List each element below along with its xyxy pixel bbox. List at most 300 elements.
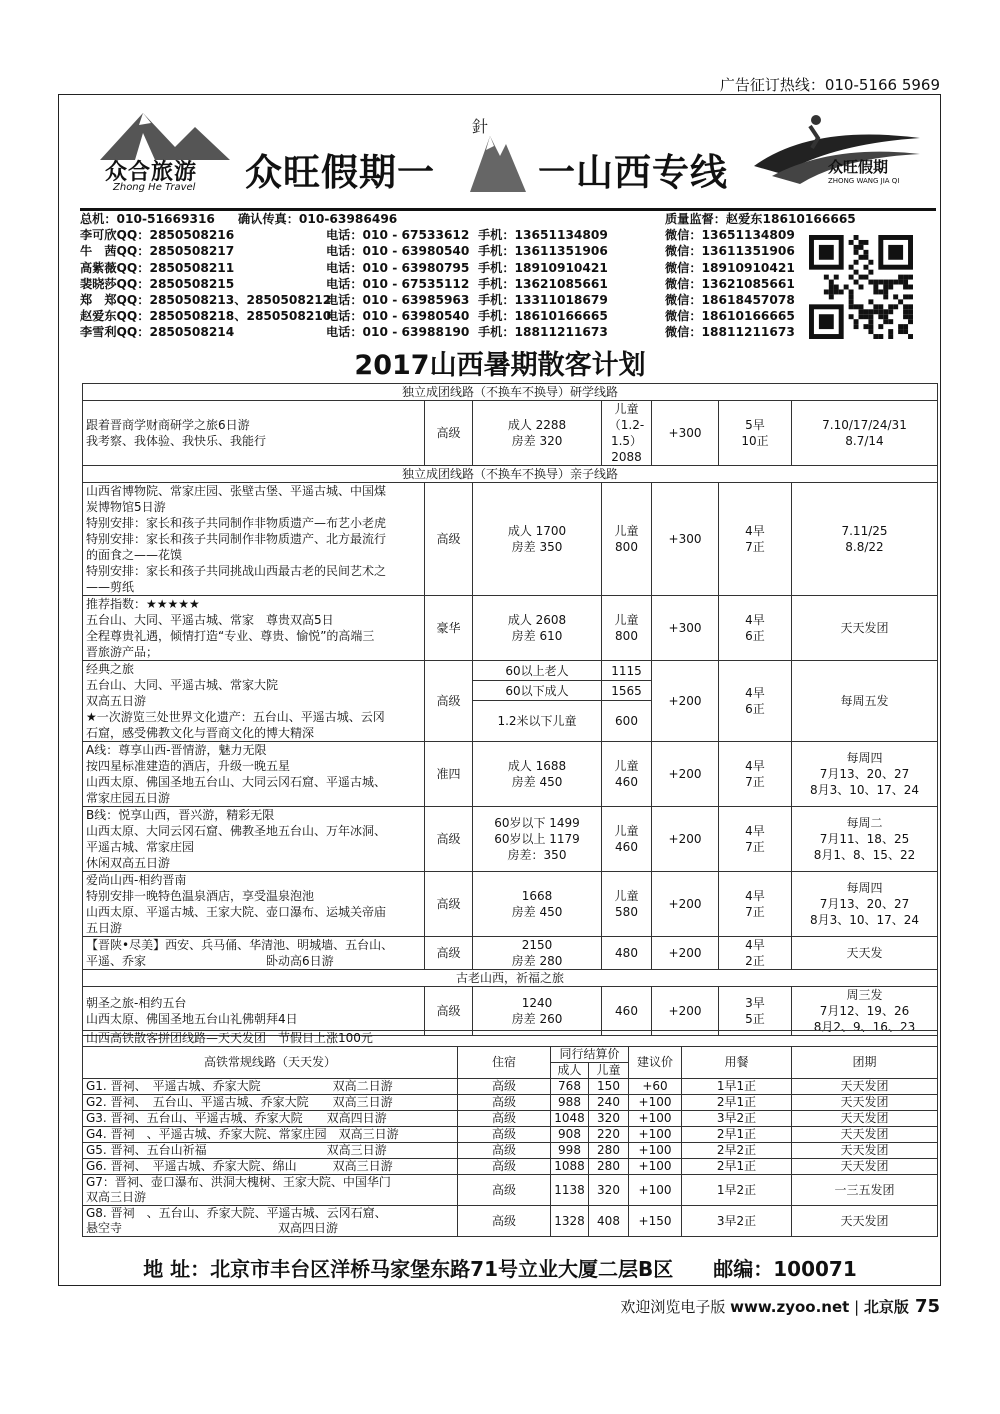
- rail-adult: 1328: [551, 1206, 589, 1237]
- col-suggest: 建议价: [629, 1047, 682, 1079]
- meals: [719, 987, 792, 1036]
- rail-row: [83, 1079, 938, 1095]
- rail-dates: 天天发团: [792, 1159, 938, 1175]
- contacts-block: [80, 211, 870, 341]
- child-price: [602, 483, 652, 596]
- adult-price: [473, 937, 602, 970]
- brand-left-name: 众合旅游: [105, 160, 198, 185]
- text-line: 推荐指数：★★★★★: [86, 597, 200, 611]
- adult-price: [473, 987, 602, 1036]
- level: 高级: [425, 401, 473, 466]
- section-header: 独立成团线路（不换车不换导）研学线路: [83, 384, 938, 401]
- extra: +200: [652, 937, 719, 970]
- text-line: 每周四: [846, 751, 883, 765]
- child-price: [602, 937, 652, 970]
- rail-hotel: 高级: [458, 1143, 551, 1159]
- rail-route: [83, 1175, 458, 1206]
- contact-wechat: 微信：18811211673: [665, 325, 795, 340]
- text-line: 4早: [745, 759, 765, 773]
- child-price: [602, 742, 652, 807]
- text-line: 7正: [745, 840, 765, 854]
- peak-icon: [466, 116, 530, 192]
- table-row: [83, 401, 938, 466]
- rail-adult: 1138: [551, 1175, 589, 1206]
- route-desc: [83, 872, 425, 937]
- col-child: 儿童: [589, 1063, 629, 1079]
- child-price: [602, 401, 652, 466]
- footer-separator: |: [849, 1298, 864, 1316]
- table-row: [83, 483, 938, 596]
- section-header: 独立成团线路（不换车不换导）亲子线路: [83, 466, 938, 483]
- text-line: 特别安排：家长和孩子共同制作非物质遗产—布艺小老虎: [86, 516, 387, 530]
- dates: [792, 987, 938, 1036]
- rail-row: [83, 1159, 938, 1175]
- text-line: 8.8/22: [845, 540, 884, 554]
- level: 高级: [425, 807, 473, 872]
- text-line: 【晋陕•尽美】西安、兵马俑、华清池、明城墙、五台山、: [86, 938, 394, 952]
- footer: [620, 1296, 940, 1317]
- route-desc: [83, 742, 425, 807]
- rail-hotel: 高级: [458, 1206, 551, 1237]
- rail-child: 280: [589, 1143, 629, 1159]
- fax: 确认传真：010-63986496: [238, 212, 398, 226]
- rail-meals: 2早1正: [682, 1095, 792, 1111]
- contact-wechat: 微信：13611351906: [665, 244, 795, 259]
- contact-mobile: 手机：18811211673: [478, 325, 608, 340]
- adult-price: [473, 807, 602, 872]
- text-line: 4早: [745, 686, 765, 700]
- rail-route: [83, 1206, 458, 1237]
- child-price: [602, 807, 652, 872]
- rail-adult: 988: [551, 1095, 589, 1111]
- contact-row: [80, 292, 870, 308]
- table-row: [83, 872, 938, 937]
- text-line: 7.10/17/24/31: [822, 418, 907, 432]
- brand-left-en: Zhong He Travel: [113, 182, 196, 193]
- route-desc: [83, 483, 425, 596]
- level: 高级: [425, 661, 473, 742]
- svg-text:針: 針: [472, 117, 489, 136]
- rail-extra: +100: [629, 1111, 682, 1127]
- rail-route: [83, 1079, 458, 1095]
- meals: [719, 807, 792, 872]
- contact-name: 李雪利QQ：2850508214: [80, 325, 235, 340]
- rail-child: 280: [589, 1159, 629, 1175]
- meals: [719, 872, 792, 937]
- text-line: 房差 260: [511, 1012, 563, 1026]
- text-line: 特别安排：家长和孩子共同制作非物质遗产、北方最流行: [86, 532, 387, 546]
- rail-dates: 天天发团: [792, 1111, 938, 1127]
- rail-extra: +100: [629, 1159, 682, 1175]
- text-line: G1. 晋祠、 平遥古城、乔家大院 双高二日游: [86, 1079, 393, 1093]
- text-line: 房差 450: [511, 775, 563, 789]
- edition: 北京版: [863, 1298, 909, 1316]
- text-line: 7月12、19、26: [819, 1004, 910, 1018]
- text-line: 常家庄园五日游: [86, 791, 171, 805]
- contact-wechat: 微信：18618457078: [665, 292, 795, 307]
- col-dates: 团期: [792, 1047, 938, 1079]
- text-line: 山西太原、佛国圣地五台山礼佛朝拜4日: [86, 1012, 298, 1026]
- text-line: 每周二: [846, 816, 883, 830]
- site-link[interactable]: www.zyoo.net: [730, 1298, 850, 1316]
- text-line: 580: [615, 905, 638, 919]
- text-line: 8.7/14: [845, 434, 884, 448]
- rail-table: [82, 1030, 938, 1237]
- dates: [792, 483, 938, 596]
- text-line: G4. 晋祠 、平遥古城、乔家大院、常家庄园 双高三日游: [86, 1127, 399, 1141]
- text-line: 3早: [745, 996, 765, 1010]
- contact-mobile: 手机：13651134809: [478, 228, 608, 243]
- rail-meals: 3早2正: [682, 1111, 792, 1127]
- text-line: 房差 320: [511, 434, 563, 448]
- rail-extra: +150: [629, 1206, 682, 1237]
- extra: +200: [652, 807, 719, 872]
- text-line: 8月2、9、16、23: [813, 1020, 916, 1034]
- text-line: 周三发: [846, 988, 883, 1002]
- text-line: （1.2-: [608, 418, 645, 432]
- rail-hotel: 高级: [458, 1095, 551, 1111]
- text-line: 平遥、乔家 卧动高6日游: [86, 954, 334, 968]
- rail-route: [83, 1111, 458, 1127]
- child-price: [602, 596, 652, 661]
- text-line: 2正: [745, 954, 765, 968]
- rail-row: [83, 1095, 938, 1111]
- meals: [719, 596, 792, 661]
- text-line: 悬空寺 双高四日游: [86, 1221, 339, 1235]
- text-line: 7.11/25: [841, 524, 888, 538]
- text-line: 双高五日游: [86, 694, 147, 708]
- text-line: 成人 2288: [507, 418, 567, 432]
- rail-row: [83, 1143, 938, 1159]
- text-line: 五台山、大同、平遥古城、常家 尊贵双高5日: [86, 613, 334, 627]
- child-price: [602, 987, 652, 1036]
- text-line: 480: [615, 946, 638, 960]
- switchboard: 总机：010-51669316: [80, 212, 215, 226]
- plan-title: 2017山西暑期散客计划: [354, 350, 646, 381]
- text-line: 山西太原、平遥古城、王家大院、壶口瀑布、运城关帝庙: [86, 905, 387, 919]
- text-line: 爱尚山西-相约晋南: [86, 873, 187, 887]
- adult-price: [473, 872, 602, 937]
- price-value: 1565: [602, 681, 652, 701]
- address: 地 址：北京市丰台区洋桥马家堡东路71号立业大厦二层B区 邮编：100071: [143, 1257, 857, 1281]
- rail-extra: +100: [629, 1143, 682, 1159]
- text-line: 8月1、8、15、22: [813, 848, 916, 862]
- text-line: G7：晋祠、壶口瀑布、洪洞大槐树、王家大院、中国华门: [86, 1175, 391, 1189]
- route-desc: [83, 807, 425, 872]
- text-line: ★一次游览三处世界文化遗产：五台山、平遥古城、云冈: [86, 710, 385, 724]
- brand-right-en: ZHONG WANG JIA QI: [828, 177, 900, 185]
- contact-name: 李可欣QQ：2850508216: [80, 228, 235, 243]
- rail-hotel: 高级: [458, 1175, 551, 1206]
- rail-extra: +60: [629, 1079, 682, 1095]
- text-line: 我考察、我体验、我快乐、我能行: [86, 434, 267, 448]
- text-line: 7月13、20、27: [819, 767, 910, 781]
- level: 高级: [425, 937, 473, 970]
- mountain-icon: [95, 105, 235, 160]
- text-line: 800: [615, 629, 638, 643]
- rail-adult: 998: [551, 1143, 589, 1159]
- text-line: 10正: [741, 434, 769, 448]
- text-line: 双高三日游: [86, 1190, 147, 1204]
- rail-row: [83, 1206, 938, 1237]
- rail-row: [83, 1127, 938, 1143]
- text-line: A线：尊享山西-晋情游，魅力无限: [86, 743, 267, 757]
- dates: [792, 401, 938, 466]
- text-line: 按四星标准建造的酒店，升级一晚五星: [86, 759, 291, 773]
- extra: +200: [652, 742, 719, 807]
- text-line: 成人 2608: [507, 613, 567, 627]
- contact-wechat: 微信：18610166665: [665, 309, 795, 324]
- dates: [792, 596, 938, 661]
- route-desc: [83, 596, 425, 661]
- col-price: 同行结算价: [551, 1047, 629, 1063]
- text-line: 儿童: [614, 613, 639, 627]
- rail-meals: 2早1正: [682, 1127, 792, 1143]
- level: 高级: [425, 987, 473, 1036]
- col-hotel: 住宿: [458, 1047, 551, 1079]
- text-line: 1240: [521, 996, 553, 1010]
- dates: [792, 937, 938, 970]
- text-line: 山西太原、佛国圣地五台山、大同云冈石窟、平遥古城、: [86, 775, 387, 789]
- contact-name: 裴晓莎QQ：2850508215: [80, 276, 235, 291]
- text-line: 特别安排一晚特色温泉酒店，享受温泉泡池: [86, 889, 315, 903]
- price-label: 60以上老人: [473, 661, 602, 681]
- col-adult: 成人: [551, 1063, 589, 1079]
- contact-tel: 电话：010 - 63980540: [326, 309, 470, 324]
- route-desc: [83, 987, 425, 1036]
- text-line: 1.5）: [610, 434, 643, 448]
- text-line: 60岁以下 1499: [494, 816, 580, 830]
- route-desc: [83, 937, 425, 970]
- text-line: 房差 610: [511, 629, 563, 643]
- level: 准四: [425, 742, 473, 807]
- text-line: G5. 晋祠、五台山祈福 双高三日游: [86, 1143, 387, 1157]
- text-line: 石窟，感受佛教文化与晋商文化的博大精深: [86, 726, 315, 740]
- brand-right-name: 众旺假期: [828, 158, 889, 176]
- adult-price: [473, 401, 602, 466]
- text-line: 7正: [745, 540, 765, 554]
- contact-row: [80, 324, 870, 340]
- price-label: 60以下成人: [473, 681, 602, 701]
- text-line: 天天发团: [840, 621, 889, 635]
- rail-extra: +100: [629, 1095, 682, 1111]
- text-line: 60岁以上 1179: [494, 832, 580, 846]
- rail-hotel: 高级: [458, 1111, 551, 1127]
- meals: [719, 483, 792, 596]
- text-line: 儿童: [614, 824, 639, 838]
- rail-meals: 2早1正: [682, 1159, 792, 1175]
- rail-meals: 3早2正: [682, 1206, 792, 1237]
- text-line: 每周五发: [840, 694, 889, 708]
- contact-tel: 电话：010 - 63988190: [326, 325, 470, 340]
- table-row: [83, 937, 938, 970]
- rail-adult: 1088: [551, 1159, 589, 1175]
- level: 高级: [425, 872, 473, 937]
- rail-extra: +100: [629, 1175, 682, 1206]
- text-line: 4早: [745, 889, 765, 903]
- rail-meals: 1早1正: [682, 1079, 792, 1095]
- dates: [792, 807, 938, 872]
- contact-mobile: 手机：18910910421: [478, 260, 608, 275]
- text-line: G6. 晋祠、 平遥古城、乔家大院、绵山 双高三日游: [86, 1159, 393, 1173]
- rail-child: 220: [589, 1127, 629, 1143]
- text-line: 特别安排：家长和孩子共同挑战山西最古老的民间艺术之: [86, 564, 387, 578]
- text-line: B线：悦享山西，晋兴游，精彩无限: [86, 808, 275, 822]
- tour-table: [82, 383, 938, 1036]
- table-row: [83, 742, 938, 807]
- rail-dates: 一三五发团: [792, 1175, 938, 1206]
- text-line: 的面食之——花馍: [86, 548, 183, 562]
- page-number: 75: [914, 1296, 940, 1317]
- rail-hotel: 高级: [458, 1159, 551, 1175]
- rail-child: 150: [589, 1079, 629, 1095]
- meals: [719, 401, 792, 466]
- text-line: 4早: [745, 938, 765, 952]
- text-line: 7月11、18、25: [819, 832, 910, 846]
- text-line: G3. 晋祠、五台山、平遥古城、乔家大院 双高四日游: [86, 1111, 387, 1125]
- text-line: 平遥古城、常家庄园: [86, 840, 195, 854]
- contact-tel: 电话：010 - 67533612: [326, 228, 470, 243]
- rail-child: 408: [589, 1206, 629, 1237]
- text-line: 天天发: [846, 946, 883, 960]
- text-line: ——剪纸: [86, 580, 135, 594]
- rail-hotel: 高级: [458, 1079, 551, 1095]
- rail-dates: 天天发团: [792, 1127, 938, 1143]
- rail-route: [83, 1095, 458, 1111]
- contact-wechat: 微信：13621085661: [665, 276, 795, 291]
- price-label: 1.2米以下儿童: [473, 701, 602, 742]
- text-line: 6正: [745, 702, 765, 716]
- text-line: G8. 晋祠 、五台山、乔家大院、平遥古城、云冈石窟、: [86, 1206, 387, 1220]
- table-row: [83, 596, 938, 661]
- text-line: 儿童: [614, 524, 639, 538]
- contact-wechat: 微信：13651134809: [665, 228, 795, 243]
- text-line: 儿童: [614, 759, 639, 773]
- text-line: 成人 1700: [507, 524, 567, 538]
- text-line: 朝圣之旅-相约五台: [86, 996, 187, 1010]
- extra: +300: [652, 483, 719, 596]
- contact-row: [80, 260, 870, 276]
- text-line: 房差：350: [507, 848, 567, 862]
- contact-name: 高紫薇QQ：2850508211: [80, 260, 235, 275]
- contact-row: [80, 276, 870, 292]
- col-meals: 用餐: [682, 1047, 792, 1079]
- ad-hotline: 广告征订热线：010-5166 5969: [719, 76, 940, 94]
- text-line: 五台山、大同、平遥古城、常家大院: [86, 678, 279, 692]
- text-line: 4早: [745, 824, 765, 838]
- col-route: 高铁常规线路（天天发）: [83, 1047, 458, 1079]
- text-line: 跟着晋商学财商研学之旅6日游: [86, 418, 250, 432]
- zhongwang-logo: [752, 114, 922, 194]
- text-line: 炭博物馆5日游: [86, 500, 166, 514]
- text-line: 每周四: [846, 881, 883, 895]
- rail-child: 320: [589, 1175, 629, 1206]
- text-line: 800: [615, 540, 638, 554]
- table-row: [83, 807, 938, 872]
- contact-mobile: 手机：13311018679: [478, 292, 608, 307]
- rail-meals: 1早2正: [682, 1175, 792, 1206]
- contact-tel: 电话：010 - 63985963: [326, 292, 470, 307]
- meals: [719, 661, 792, 742]
- child-price: [602, 872, 652, 937]
- text-line: 房差 350: [511, 540, 563, 554]
- rail-row: [83, 1111, 938, 1127]
- quality-supervisor: 质量监督：赵爱东18610166665: [665, 212, 856, 226]
- extra: +200: [652, 987, 719, 1036]
- table-row: [83, 661, 938, 681]
- text-line: 5正: [745, 1012, 765, 1026]
- extra: +200: [652, 661, 719, 742]
- rail-adult: 1048: [551, 1111, 589, 1127]
- text-line: 成人 1688: [507, 759, 567, 773]
- text-line: 2150: [521, 938, 553, 952]
- rail-banner: 山西高铁散客拼团线路—天天发团 节假日上涨100元: [83, 1031, 938, 1047]
- rail-dates: 天天发团: [792, 1206, 938, 1237]
- text-line: G2. 晋祠、 五台山、平遥古城、乔家大院 双高三日游: [86, 1095, 393, 1109]
- text-line: 460: [615, 775, 638, 789]
- section-header: 古老山西，祈福之旅: [83, 970, 938, 987]
- table-row: [83, 987, 938, 1036]
- rail-hotel: 高级: [458, 1127, 551, 1143]
- text-line: 山西太原、大同云冈石窟、佛教圣地五台山、万年冰洞、: [86, 824, 387, 838]
- text-line: 全程尊贵礼遇，倾情打造“专业、尊贵、愉悦”的高端三: [86, 629, 375, 643]
- rail-dates: 天天发团: [792, 1095, 938, 1111]
- contact-row: [80, 308, 870, 324]
- level: 高级: [425, 483, 473, 596]
- dates: [792, 872, 938, 937]
- rail-child: 320: [589, 1111, 629, 1127]
- rail-route: [83, 1159, 458, 1175]
- text-line: 7月13、20、27: [819, 897, 910, 911]
- text-line: 儿童: [614, 402, 639, 416]
- contact-wechat: 微信：18910910421: [665, 260, 795, 275]
- text-line: 460: [615, 1004, 638, 1018]
- text-line: 五日游: [86, 921, 123, 935]
- price-value: 600: [602, 701, 652, 742]
- contact-tel: 电话：010 - 63980795: [326, 260, 470, 275]
- zhonghe-logo: [95, 105, 235, 195]
- text-line: 2088: [611, 450, 642, 464]
- text-line: 6正: [745, 629, 765, 643]
- rail-route: [83, 1127, 458, 1143]
- rail-meals: 2早2正: [682, 1143, 792, 1159]
- route-desc: [83, 661, 425, 742]
- text-line: 房差 450: [511, 905, 563, 919]
- text-line: 8月3、10、17、24: [809, 913, 920, 927]
- contact-name: 郑 郑QQ：2850508213、2850508212: [80, 292, 332, 307]
- text-line: 8月3、10、17、24: [809, 783, 920, 797]
- contact-tel: 电话：010 - 63980540: [326, 244, 470, 259]
- text-line: 7正: [745, 775, 765, 789]
- contact-mobile: 手机：13611351906: [478, 244, 608, 259]
- text-line: 晋旅游产品；: [86, 645, 159, 659]
- contact-row: [80, 227, 870, 243]
- rail-row: [83, 1175, 938, 1206]
- text-line: 休闲双高五日游: [86, 856, 171, 870]
- text-line: 4早: [745, 524, 765, 538]
- text-line: 经典之旅: [86, 662, 135, 676]
- rail-adult: 768: [551, 1079, 589, 1095]
- text-line: 4早: [745, 613, 765, 627]
- contact-name: 牛 茜QQ：2850508217: [80, 244, 235, 259]
- main-title-left: 众旺假期一: [245, 151, 435, 194]
- text-line: 5早: [745, 418, 765, 432]
- dates: [792, 661, 938, 742]
- meals: [719, 937, 792, 970]
- extra: +300: [652, 596, 719, 661]
- level: 豪华: [425, 596, 473, 661]
- contact-name: 赵爱东QQ：2850508218、2850508210: [80, 309, 332, 324]
